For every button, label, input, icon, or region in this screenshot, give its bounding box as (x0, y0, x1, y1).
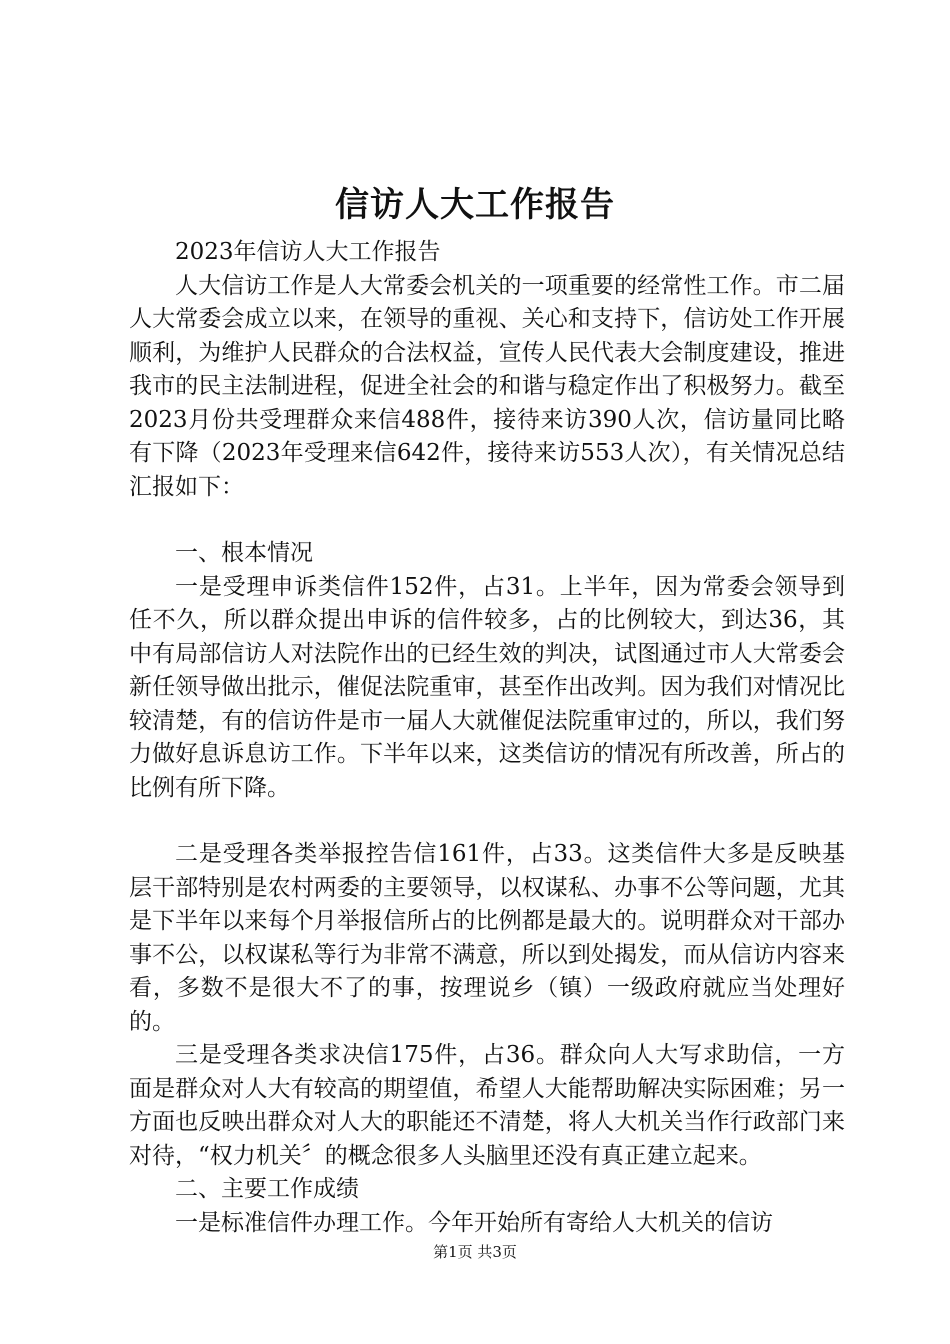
body-text (129, 236, 845, 1240)
paragraph-complaints: 一是受理申诉类信件152件，占31。上半年，因为常委会领导到任不久，所以群众提出申诉的信件较多，占的比例较大，到达36，其中有局部信访人对法院作出的已经生效的判决，试图通过市人大常委会新任领导做出批示，催促法院重审，甚至作出改判。因为我们对情况比较清楚，有的信访件是市一届人大就催促法院重审过的，所以，我们努力做好息诉息访工作。下半年以来，这类信访的情况有所改善，所占的比例有所下降。 (129, 573, 845, 801)
paragraph-intro: 人大信访工作是人大常委会机关的一项重要的经常性工作。市二届人大常委会成立以来，在领导的重视、关心和支持下，信访处工作开展顺利，为维护人民群众的合法权益，宣传人民代表大会制度建设，推进我市的民主法制进程，促进全社会的和谐与稳定作出了积极努力。截至2023月份共受理群众来信488件，接待来访390人次，信访量同比略有下降（2023年受理来信642件，接待来访553人次），有关情况总结汇报如下： (129, 272, 845, 500)
section-heading-achievements: 二、主要工作成绩 (175, 1176, 359, 1202)
page-title: 信访人大工作报告 (335, 185, 615, 225)
page-footer: 第1页 共3页 (433, 1243, 517, 1261)
paragraph-reports: 二是受理各类举报控告信161件，占33。这类信件大多是反映基层干部特别是农村两委的主要领导，以权谋私、办事不公等问题，尤其是下半年以来每个月举报信所占的比例都是最大的。说明群众对干部办事不公，以权谋私等行为非常不满意，所以到处揭发，而从信访内容来看，多数不是很大不了的事，按理说乡（镇）一级政府就应当处理好的。 (129, 841, 845, 1035)
paragraph-requests: 三是受理各类求决信175件，占36。群众向人大写求助信，一方面是群众对人大有较高的期望值，希望人大能帮助解决实际困难；另一方面也反映出群众对人大的职能还不清楚，将人大机关当作行政部门来对待，“权力机关〞的概念很多人头脑里还没有真正建立起来。 (129, 1042, 845, 1169)
paragraph-letter-handling: 一是标准信件办理工作。今年开始所有寄给人大机关的信访 (175, 1209, 773, 1236)
paragraph-subtitle: 2023年信访人大工作报告 (175, 239, 441, 265)
section-heading-basic: 一、根本情况 (175, 540, 313, 566)
